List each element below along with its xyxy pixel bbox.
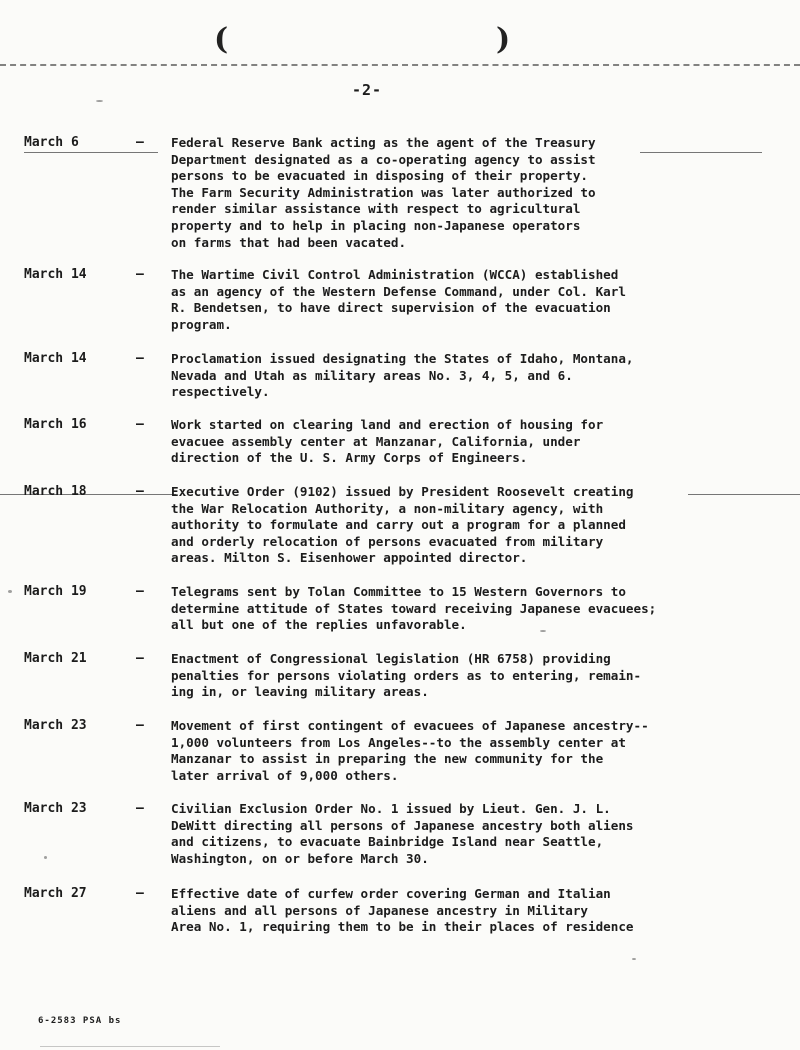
page-number: -2- — [352, 81, 383, 99]
text-line: Effective date of curfew order covering German and Italian — [171, 886, 611, 901]
text-line: areas. Milton S. Eisenhower appointed director. — [171, 550, 528, 566]
text-line: The Wartime Civil Control Administration (WCCA) established — [171, 267, 619, 282]
scan-speck — [40, 1046, 220, 1047]
entry-dash: — — [136, 267, 144, 282]
entry-text — [171, 267, 691, 333]
entry-date: March 27 — [24, 886, 87, 901]
text-line: aliens and all persons of Japanese ancestry in Military — [171, 902, 589, 918]
entry-dash: — — [136, 886, 144, 901]
entry-text — [171, 651, 691, 701]
text-line: Enactment of Congressional legislation (HR 6758) providing — [171, 651, 611, 666]
text-line: Work started on clearing land and erection of housing for — [171, 417, 604, 432]
margin-rule — [24, 152, 158, 153]
text-line: Proclamation issued designating the States of Idaho, Montana, — [171, 351, 634, 366]
scan-speck — [96, 100, 103, 102]
entry-dash: — — [136, 351, 144, 366]
text-line: later arrival of 9,000 others. — [171, 767, 399, 783]
text-line: R. Bendetsen, to have direct supervision of the evacuation — [171, 300, 611, 316]
entry-date: March 23 — [24, 718, 87, 733]
entry-dash: — — [136, 417, 144, 432]
text-line: as an agency of the Western Defense Command, under Col. Karl — [171, 283, 626, 299]
entry-date: March 16 — [24, 417, 87, 432]
text-line: Manzanar to assist in preparing the new community for the — [171, 751, 604, 767]
text-line: Executive Order (9102) issued by President Roosevelt creating — [171, 484, 634, 499]
entry-text — [171, 417, 691, 467]
text-line: the War Relocation Authority, a non-military agency, with — [171, 500, 604, 516]
entry-date: March 18 — [24, 484, 87, 499]
text-line: DeWitt directing all persons of Japanese ancestry both aliens — [171, 817, 634, 833]
entry-date: March 14 — [24, 351, 87, 366]
text-line: evacuee assembly center at Manzanar, California, under — [171, 433, 581, 449]
scan-speck — [44, 856, 47, 859]
text-line: and orderly relocation of persons evacuated from military — [171, 533, 604, 549]
entry-text — [171, 718, 691, 784]
margin-rule — [688, 494, 800, 495]
text-line: respectively. — [171, 384, 270, 400]
text-line: persons to be evacuated in disposing of their property. — [171, 168, 589, 184]
text-line: The Farm Security Administration was later authorized to — [171, 184, 596, 200]
entry-date: March 14 — [24, 267, 87, 282]
text-line: Federal Reserve Bank acting as the agent of the Treasury — [171, 135, 596, 150]
text-line: Area No. 1, requiring them to be in their places of residence — [171, 919, 634, 935]
entry-text — [171, 351, 691, 401]
text-line: determine attitude of States toward receiving Japanese evacuees; — [171, 600, 657, 616]
entry-dash: — — [136, 135, 144, 150]
entry-dash: — — [136, 801, 144, 816]
entry-dash: — — [136, 584, 144, 599]
entry-text — [171, 801, 691, 867]
entry-text — [171, 135, 691, 251]
text-line: Telegrams sent by Tolan Committee to 15 Western Governors to — [171, 584, 626, 599]
scan-speck — [8, 590, 12, 593]
binder-hole-left-icon: ( — [214, 22, 229, 57]
entry-text — [171, 886, 691, 936]
scan-edge-line — [0, 64, 800, 66]
entry-date: March 6 — [24, 135, 79, 150]
entry-dash: — — [136, 651, 144, 666]
footer-code: 6-2583 PSA bs — [38, 1016, 122, 1026]
text-line: program. — [171, 316, 232, 332]
binder-hole-right-icon: ) — [496, 22, 511, 57]
text-line: Movement of first contingent of evacuees of Japanese ancestry-- — [171, 718, 649, 733]
text-line: penalties for persons violating orders as to entering, remain- — [171, 667, 642, 683]
entry-date: March 19 — [24, 584, 87, 599]
text-line: Civilian Exclusion Order No. 1 issued by Lieut. Gen. J. L. — [171, 801, 611, 816]
entry-date: March 23 — [24, 801, 87, 816]
entry-text — [171, 584, 691, 634]
text-line: and citizens, to evacuate Bainbridge Island near Seattle, — [171, 834, 604, 850]
text-line: direction of the U. S. Army Corps of Engineers. — [171, 450, 528, 466]
text-line: Washington, on or before March 30. — [171, 850, 429, 866]
entry-dash: — — [136, 718, 144, 733]
text-line: authority to formulate and carry out a program for a planned — [171, 517, 626, 533]
text-line: all but one of the replies unfavorable. — [171, 617, 467, 633]
scan-speck — [632, 958, 636, 960]
text-line: on farms that had been vacated. — [171, 234, 407, 250]
entry-text — [171, 484, 691, 567]
entry-dash: — — [136, 484, 144, 499]
text-line: Department designated as a co-operating agency to assist — [171, 151, 596, 167]
text-line: Nevada and Utah as military areas No. 3, 4, 5, and 6. — [171, 367, 573, 383]
entry-date: March 21 — [24, 651, 87, 666]
text-line: property and to help in placing non-Japanese operators — [171, 217, 581, 233]
text-line: ing in, or leaving military areas. — [171, 684, 429, 700]
text-line: 1,000 volunteers from Los Angeles--to the assembly center at — [171, 734, 626, 750]
text-line: render similar assistance with respect to agricultural — [171, 201, 581, 217]
